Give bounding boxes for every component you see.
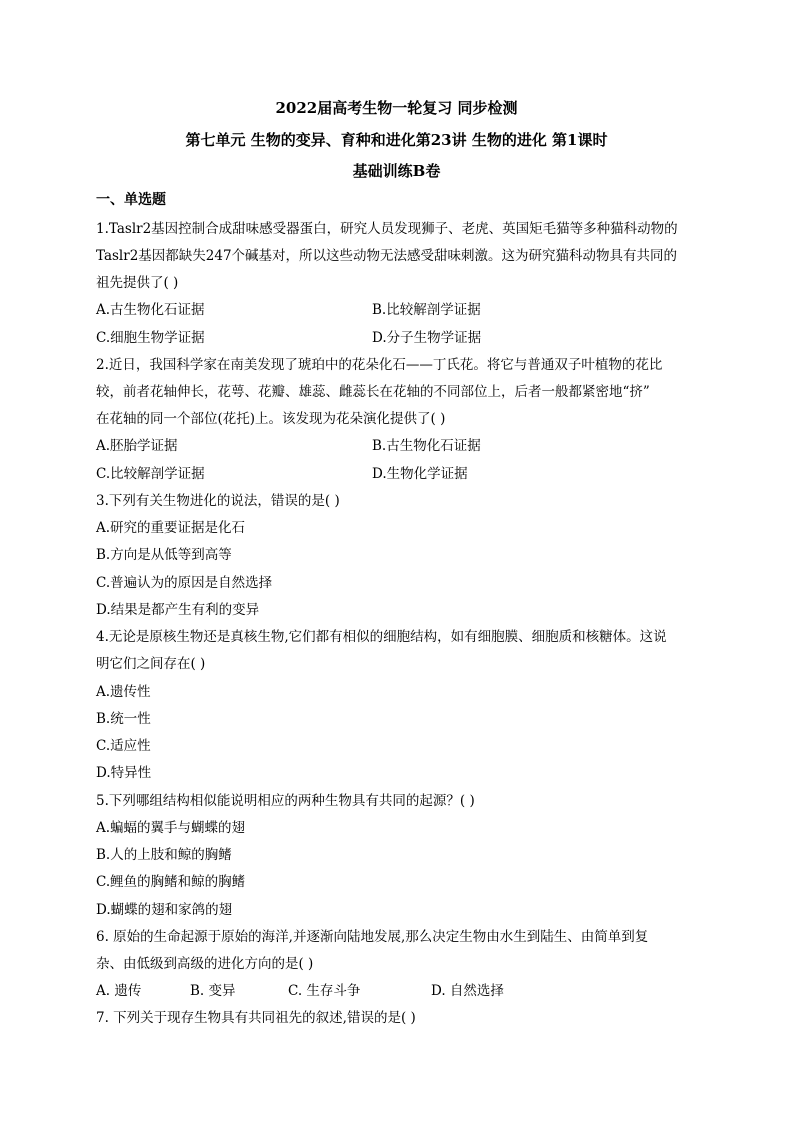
q2-option-c: C.比较解剖学证据: [96, 466, 205, 482]
doc-volume-title: 基础训练B卷: [352, 162, 441, 180]
q1-option-a: A.古生物化石证据: [96, 302, 205, 318]
q3-line-1: 3.下列有关生物进化的说法，错误的是( ): [96, 493, 340, 509]
q5-option-b: B.人的上肢和鲸的胸鳍: [96, 847, 232, 863]
q2-option-a: A.胚胎学证据: [96, 438, 178, 454]
q4-option-b: B.统一性: [96, 711, 151, 727]
q6-option-b: B. 变异: [190, 983, 236, 999]
q2-option-b: B.古生物化石证据: [372, 438, 481, 454]
section-heading: 一、单选题: [96, 192, 166, 208]
q3-option-b: B.方向是从低等到高等: [96, 547, 232, 563]
q6-option-c: C. 生存斗争: [288, 983, 361, 999]
q4-option-d: D.特异性: [96, 765, 152, 781]
q1-line-3: 祖先提供了( ): [96, 275, 179, 291]
q2-line-1: 2.近日，我国科学家在南美发现了琥珀中的花朵化石——丁氏花。将它与普通双子叶植物的花比: [96, 357, 663, 373]
q4-line-2: 明它们之间存在( ): [96, 656, 206, 672]
q3-option-a: A.研究的重要证据是化石: [96, 520, 246, 536]
q5-option-a: A.蝙蝠的翼手与蝴蝶的翅: [96, 820, 246, 836]
q1-option-b: B.比较解剖学证据: [372, 302, 481, 318]
q5-option-c: C.鲤鱼的胸鳍和鲸的胸鳍: [96, 874, 246, 890]
q4-line-1: 4.无论是原核生物还是真核生物,它们都有相似的细胞结构，如有细胞膜、细胞质和核糖体。这说: [96, 629, 667, 645]
q6-line-2: 杂、由低级到高级的进化方向的是( ): [96, 956, 314, 972]
q6-option-a: A. 遗传: [96, 983, 142, 999]
doc-subtitle: 第七单元 生物的变异、育种和进化第23讲 生物的进化 第1课时: [185, 131, 608, 149]
q5-option-d: D.蝴蝶的翅和家鸽的翅: [96, 902, 233, 918]
q6-line-1: 6. 原始的生命起源于原始的海洋,并逐渐向陆地发展,那么决定生物由水生到陆生、由简单到复: [96, 929, 649, 945]
q1-line-2: Taslr2基因都缺失247个碱基对，所以这些动物无法感受甜味刺激。这为研究猫科动物具有共同的: [96, 248, 678, 264]
q3-option-d: D.结果是都产生有利的变异: [96, 602, 260, 618]
q2-line-3: 在花轴的同一个部位(花托)上。该发现为花朵演化提供了( ): [96, 411, 446, 427]
q1-line-1: 1.Taslr2基因控制合成甜味感受器蛋白，研究人员发现狮子、老虎、英国矩毛猫等多种猫科动物的: [96, 221, 678, 237]
q3-option-c: C.普遍认为的原因是自然选择: [96, 575, 273, 591]
q4-option-c: C.适应性: [96, 738, 151, 754]
q1-option-d: D.分子生物学证据: [372, 330, 482, 346]
q7-line-1: 7. 下列关于现存生物具有共同祖先的叙述,错误的是( ): [96, 1010, 416, 1026]
q2-option-d: D.生物化学证据: [372, 466, 468, 482]
q6-option-d: D. 自然选择: [431, 983, 504, 999]
doc-title: 2022届高考生物一轮复习 同步检测: [275, 99, 518, 117]
q4-option-a: A.遗传性: [96, 684, 151, 700]
q1-option-c: C.细胞生物学证据: [96, 330, 205, 346]
q2-line-2: 较，前者花轴伸长，花萼、花瓣、雄蕊、雌蕊长在花轴的不同部位上，后者一般都紧密地“挤”: [96, 384, 650, 400]
q5-line-1: 5.下列哪组结构相似能说明相应的两种生物具有共同的起源？( ): [96, 793, 475, 809]
